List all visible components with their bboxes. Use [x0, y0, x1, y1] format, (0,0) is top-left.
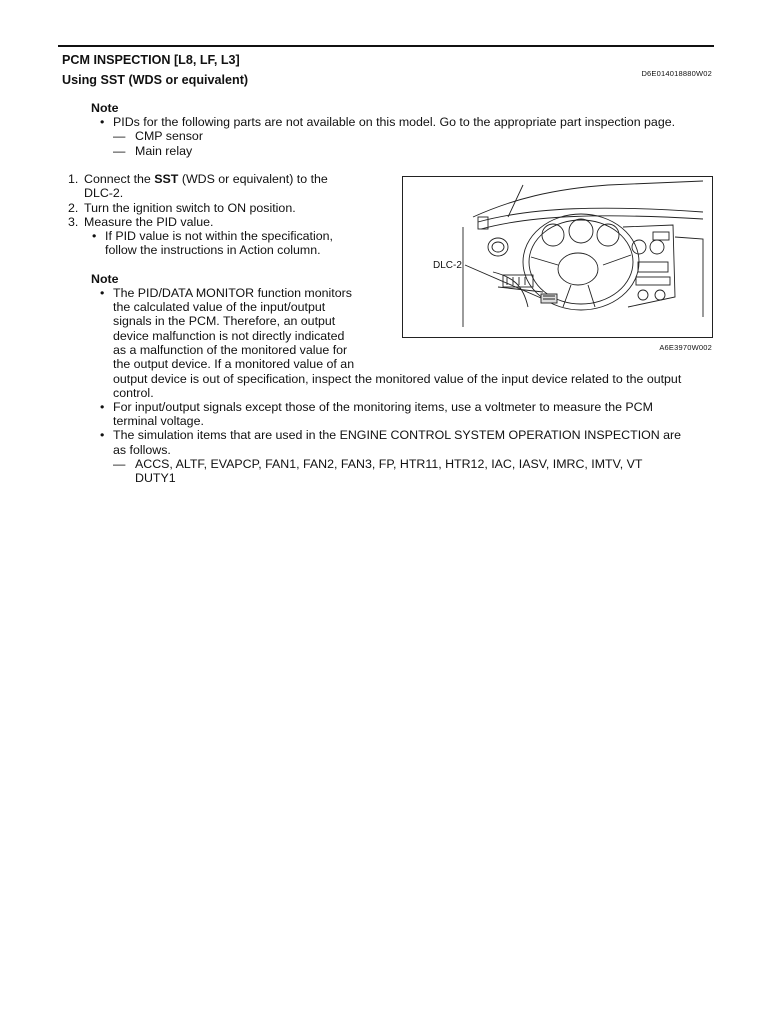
header-rule: [58, 45, 714, 47]
step-number: 2.: [68, 201, 79, 215]
bullet-dot: •: [100, 428, 105, 442]
note2-b1-line: device malfunction is not directly indicated: [113, 329, 345, 343]
note2-b1-line: the output device. If a monitored value of an: [113, 357, 355, 371]
note2-b3-line: The simulation items that are used in the ENGINE CONTROL SYSTEM OPERATION INSPECTION are: [113, 428, 682, 442]
dash-item-cmp-sensor: CMP sensor: [135, 129, 203, 143]
note2-b1-line: as a malfunction of the monitored value for: [113, 343, 348, 357]
note-heading: Note: [91, 101, 119, 115]
dash-item-main-relay: Main relay: [135, 144, 193, 158]
note2-b2-line: For input/output signals except those of the monitoring items, use a voltmeter to measure the PCM: [113, 400, 653, 414]
document-id: D6E014018880W02: [641, 69, 712, 78]
step-1-text: Connect the SST (WDS or equivalent) to the: [84, 172, 328, 186]
step-number: 1.: [68, 172, 79, 186]
sst-bold: SST: [154, 172, 179, 186]
bullet-dot: •: [100, 115, 105, 129]
page-title: PCM INSPECTION [L8, LF, L3]: [62, 53, 240, 67]
simulation-items-line: ACCS, ALTF, EVAPCP, FAN1, FAN2, FAN3, FP, HTR11, HTR12, IAC, IASV, IMRC, IMTV, VT: [135, 457, 643, 471]
dlc-2-callout: DLC-2: [433, 260, 462, 271]
note-heading: Note: [91, 272, 119, 286]
note1-bullet-text: PIDs for the following parts are not available on this model. Go to the appropriate part inspection page.: [113, 115, 676, 129]
figure-id: A6E3970W002: [659, 343, 712, 352]
page-subtitle: Using SST (WDS or equivalent): [62, 73, 249, 87]
dash-marker: —: [113, 144, 126, 158]
note2-b3-line: as follows.: [113, 443, 171, 457]
note2-b2-line: terminal voltage.: [113, 414, 204, 428]
note2-b1-line: output device is out of specification, inspect the monitored value of the input device related to the output: [113, 372, 682, 386]
note2-b1-line: the calculated value of the input/output: [113, 300, 326, 314]
bullet-dot: •: [100, 286, 105, 300]
note2-b1-line: The PID/DATA MONITOR function monitors: [113, 286, 352, 300]
note2-b1-line: control.: [113, 386, 154, 400]
dashboard-illustration: [403, 177, 712, 337]
step-3-text: Measure the PID value.: [84, 215, 214, 229]
step-3-bullet-line1: If PID value is not within the specification,: [105, 229, 333, 243]
dash-marker: —: [113, 457, 126, 471]
step-3-bullet-line2: follow the instructions in Action column.: [105, 243, 321, 257]
dash-marker: —: [113, 129, 126, 143]
dashboard-figure: [402, 176, 713, 338]
step-1-line2: DLC-2.: [84, 186, 124, 200]
note2-b1-line: signals in the PCM. Therefore, an output: [113, 314, 336, 328]
step-2-text: Turn the ignition switch to ON position.: [84, 201, 296, 215]
step-number: 3.: [68, 215, 79, 229]
bullet-dot: •: [100, 400, 105, 414]
simulation-items-line: DUTY1: [135, 471, 176, 485]
bullet-dot: •: [92, 229, 97, 243]
